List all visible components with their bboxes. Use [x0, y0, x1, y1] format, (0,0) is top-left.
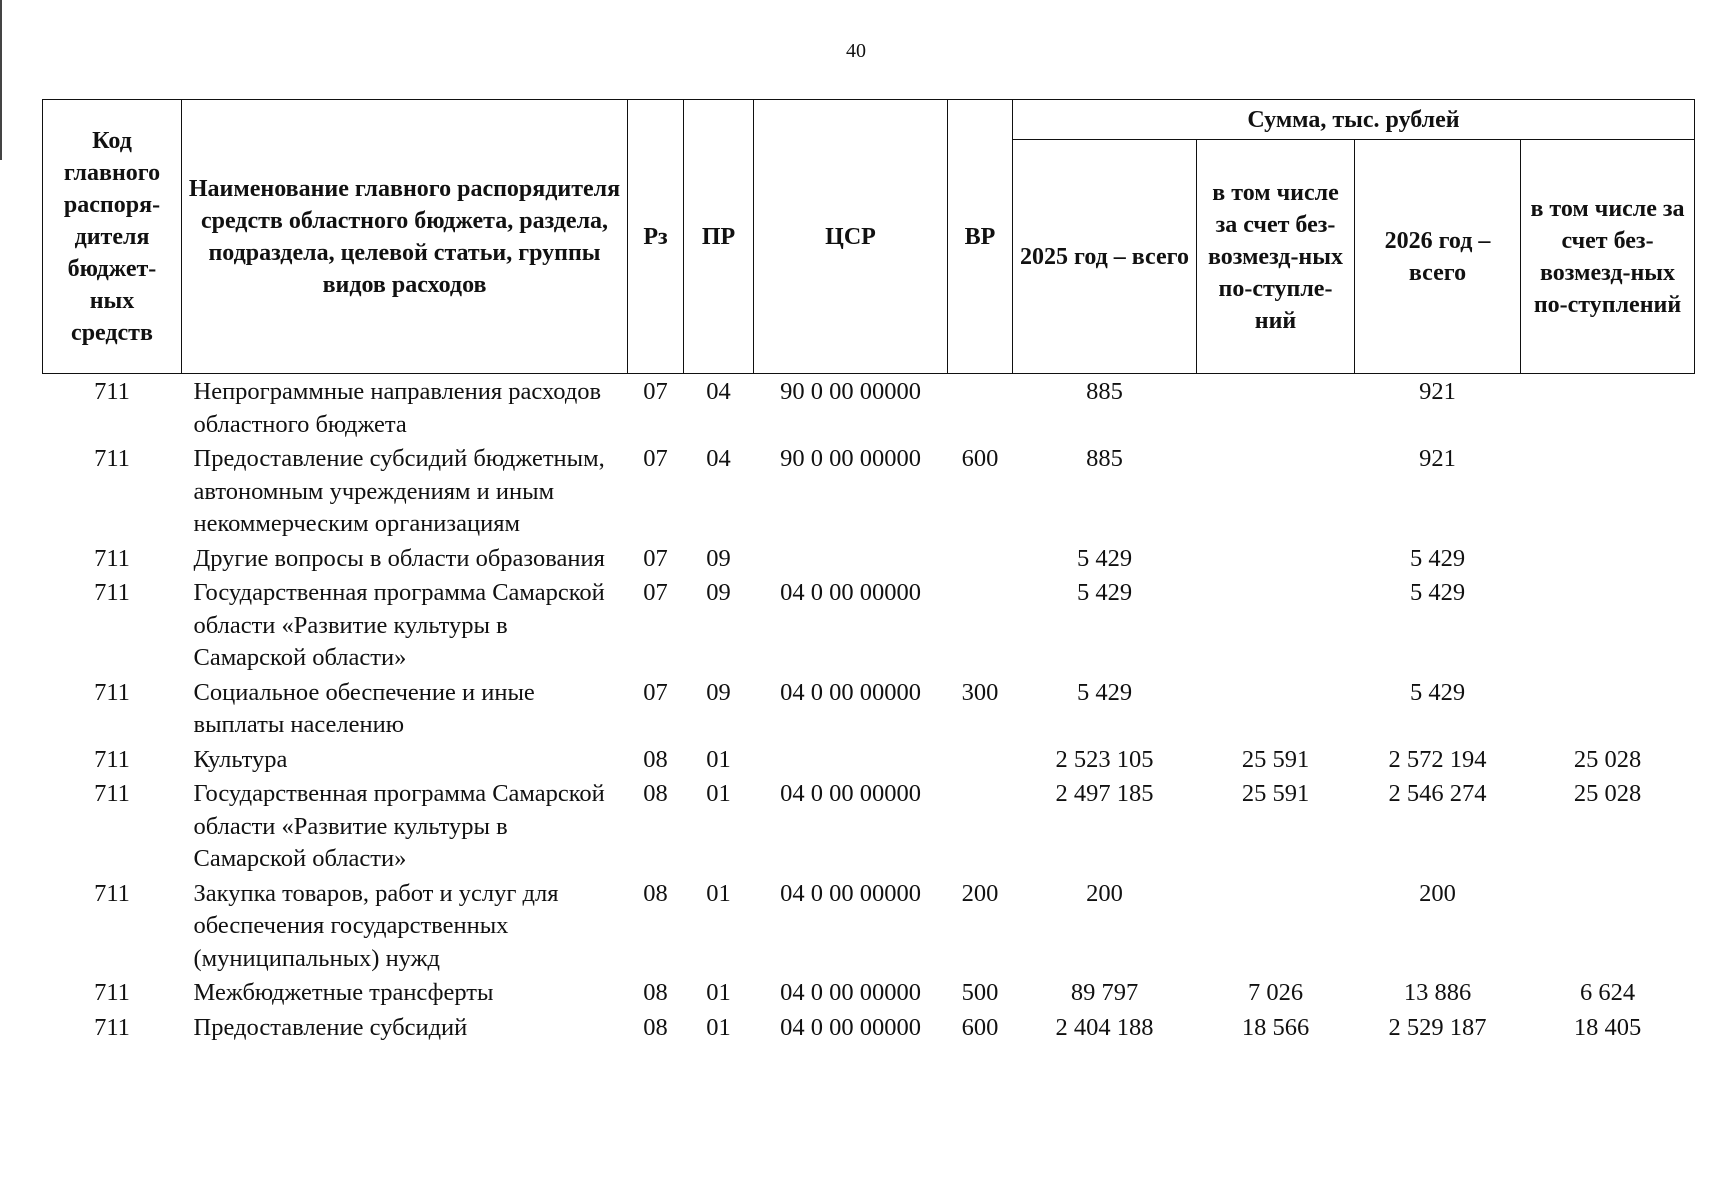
table-row — [43, 374, 1695, 442]
cell-2026-total: 5 429 — [1409, 544, 1466, 572]
cell-2025-total: 5 429 — [1076, 544, 1133, 572]
cell-name: Социальное обеспечение и иные выплаты населению — [193, 678, 535, 738]
cell-rz: 07 — [643, 579, 668, 606]
cell-rz: 07 — [643, 544, 668, 572]
cell-2026-free: 18 405 — [1573, 1013, 1642, 1041]
cell-2026-free — [1521, 675, 1695, 742]
scan-edge-line — [0, 0, 2, 160]
cell-2026-free — [1521, 541, 1695, 576]
cell-pr: 01 — [706, 745, 731, 773]
cell-csr: 04 0 00 00000 — [780, 979, 921, 1006]
table-row — [43, 575, 1695, 675]
cell-rz: 08 — [643, 1013, 668, 1041]
table-row — [43, 776, 1695, 876]
cell-name: Другие вопросы в области образования — [193, 544, 605, 572]
cell-2025-total: 885 — [1086, 445, 1123, 472]
table-row — [43, 1010, 1695, 1045]
cell-vr: 600 — [961, 1013, 999, 1041]
table-row — [43, 975, 1695, 1010]
cell-2025-total: 89 797 — [1070, 979, 1139, 1006]
cell-2026-free: 25 028 — [1573, 745, 1642, 773]
cell-2025-free — [1197, 374, 1355, 442]
cell-csr: 04 0 00 00000 — [780, 780, 921, 807]
cell-pr: 01 — [706, 879, 731, 907]
cell-2025-free: 25 591 — [1241, 745, 1310, 773]
cell-name: Предоставление субсидий — [193, 1013, 468, 1041]
header-csr: ЦСР — [754, 100, 948, 374]
cell-code: 711 — [94, 1013, 130, 1041]
cell-2026-free — [1521, 441, 1695, 541]
cell-2025-free — [1197, 675, 1355, 742]
cell-vr: 600 — [961, 445, 999, 472]
cell-csr: 04 0 00 00000 — [780, 1013, 921, 1041]
cell-rz: 08 — [643, 979, 668, 1006]
page-number: 40 — [846, 40, 866, 62]
cell-2026-total: 921 — [1419, 378, 1456, 405]
cell-2025-free: 25 591 — [1241, 780, 1310, 807]
cell-2026-total: 5 429 — [1409, 579, 1466, 606]
cell-name: Закупка товаров, работ и услуг для обеспечения государственных (муниципальных) нужд — [193, 879, 559, 972]
cell-vr — [948, 776, 1013, 876]
cell-name: Предоставление субсидий бюджетным, автономным учреждениям и иным некоммерческим организациям — [193, 445, 605, 537]
table-row — [43, 742, 1695, 777]
cell-code: 711 — [94, 378, 130, 405]
header-vr: ВР — [948, 100, 1013, 374]
cell-2026-total: 2 529 187 — [1388, 1013, 1487, 1041]
cell-csr: 90 0 00 00000 — [780, 445, 921, 472]
cell-vr — [948, 575, 1013, 675]
cell-2026-total: 5 429 — [1409, 678, 1466, 706]
cell-csr: 04 0 00 00000 — [780, 579, 921, 606]
cell-2025-free — [1197, 876, 1355, 976]
table-row — [43, 441, 1695, 541]
cell-rz: 07 — [643, 378, 668, 405]
header-name: Наименование главного распорядителя средств областного бюджета, раздела, подраздела, целевой статьи, группы видов расходов — [182, 100, 628, 374]
cell-pr: 01 — [706, 979, 731, 1006]
cell-name: Непрограммные направления расходов областного бюджета — [193, 378, 602, 438]
cell-2026-total: 200 — [1419, 879, 1456, 907]
cell-2025-free — [1197, 441, 1355, 541]
header-rz: Рз — [628, 100, 684, 374]
cell-2025-free: 7 026 — [1247, 979, 1304, 1006]
cell-2026-free: 6 624 — [1579, 979, 1636, 1006]
cell-vr — [948, 742, 1013, 777]
cell-name: Государственная программа Самарской области «Развитие культуры в Самарской области» — [193, 579, 605, 671]
header-code: Код главного распоря-дителя бюджет-ных средств — [43, 100, 182, 374]
cell-2025-free — [1197, 541, 1355, 576]
cell-csr: 90 0 00 00000 — [780, 378, 921, 405]
cell-pr: 04 — [706, 378, 731, 405]
cell-pr: 09 — [706, 678, 731, 706]
cell-code: 711 — [94, 780, 130, 807]
cell-2026-total: 13 886 — [1403, 979, 1472, 1006]
cell-vr — [948, 374, 1013, 442]
table-header — [43, 100, 1695, 374]
cell-rz: 08 — [643, 780, 668, 807]
budget-table — [42, 99, 1695, 1044]
cell-rz: 07 — [643, 678, 668, 706]
header-sum: Сумма, тыс. рублей — [1013, 100, 1695, 140]
cell-2026-free — [1521, 374, 1695, 442]
cell-code: 711 — [94, 544, 130, 572]
cell-vr: 500 — [961, 979, 999, 1006]
cell-pr: 04 — [706, 445, 731, 472]
cell-2026-total: 2 546 274 — [1388, 780, 1487, 807]
cell-code: 711 — [94, 745, 130, 773]
cell-2026-free — [1521, 876, 1695, 976]
cell-csr: 04 0 00 00000 — [780, 879, 921, 907]
cell-2026-total: 921 — [1419, 445, 1456, 472]
cell-rz: 08 — [643, 879, 668, 907]
cell-rz: 08 — [643, 745, 668, 773]
cell-vr: 300 — [961, 678, 999, 706]
header-2026-free: в том числе за счет без-возмезд-ных по-ступлений — [1521, 140, 1695, 374]
cell-rz: 07 — [643, 445, 668, 472]
cell-2025-total: 885 — [1086, 378, 1123, 405]
cell-code: 711 — [94, 678, 130, 706]
cell-2025-free: 18 566 — [1241, 1013, 1310, 1041]
table-row — [43, 541, 1695, 576]
cell-csr — [754, 742, 948, 777]
cell-2025-total: 5 429 — [1076, 579, 1133, 606]
cell-2025-free — [1197, 575, 1355, 675]
cell-code: 711 — [94, 445, 130, 472]
cell-name: Государственная программа Самарской области «Развитие культуры в Самарской области» — [193, 780, 605, 872]
cell-code: 711 — [94, 579, 130, 606]
table-row — [43, 876, 1695, 976]
cell-2025-total: 2 404 188 — [1055, 1013, 1154, 1041]
cell-vr — [948, 541, 1013, 576]
cell-2025-total: 2 523 105 — [1055, 745, 1154, 773]
header-2026-total: 2026 год – всего — [1355, 140, 1521, 374]
header-pr: ПР — [684, 100, 754, 374]
cell-name: Культура — [193, 745, 288, 773]
cell-2025-total: 5 429 — [1076, 678, 1133, 706]
cell-pr: 01 — [706, 1013, 731, 1041]
cell-pr: 09 — [706, 544, 731, 572]
header-2025-free: в том числе за счет без-возмезд-ных по-ступле-ний — [1197, 140, 1355, 374]
cell-pr: 01 — [706, 780, 731, 807]
table-row — [43, 675, 1695, 742]
cell-name: Межбюджетные трансферты — [193, 979, 494, 1006]
cell-2026-free — [1521, 575, 1695, 675]
cell-code: 711 — [94, 879, 130, 907]
cell-2025-total: 200 — [1086, 879, 1123, 907]
header-2025-total: 2025 год – всего — [1013, 140, 1197, 374]
table-body — [43, 374, 1695, 1045]
cell-pr: 09 — [706, 579, 731, 606]
cell-2026-free: 25 028 — [1573, 780, 1642, 807]
cell-vr: 200 — [961, 879, 999, 907]
cell-code: 711 — [94, 979, 130, 1006]
cell-csr: 04 0 00 00000 — [780, 678, 921, 706]
cell-csr — [754, 541, 948, 576]
cell-2026-total: 2 572 194 — [1388, 745, 1487, 773]
cell-2025-total: 2 497 185 — [1055, 780, 1154, 807]
